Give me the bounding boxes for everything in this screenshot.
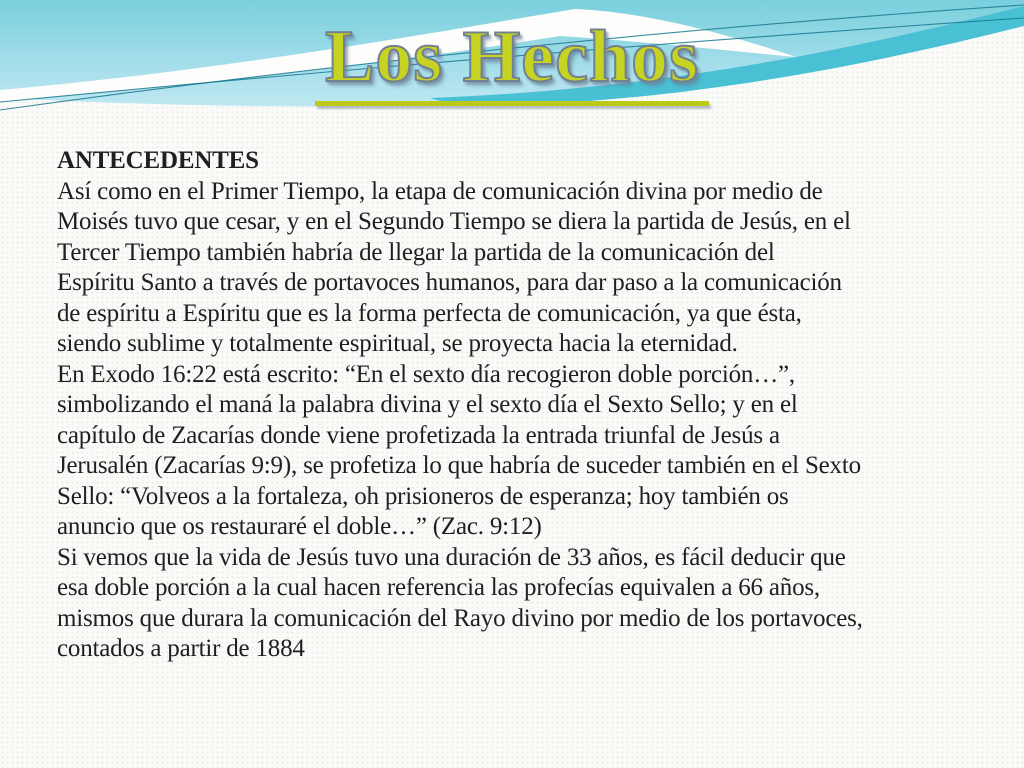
body-paragraphs bbox=[57, 177, 1010, 665]
slide-title-text: Los Hechos bbox=[315, 20, 709, 106]
body-text-line: Si vemos que la vida de Jesús tuvo una duración de 33 años, es fácil deducir que bbox=[57, 543, 846, 571]
slide-title bbox=[0, 16, 1024, 106]
body-text-line: esa doble porción a la cual hacen referencia las profecías equivalen a 66 años, bbox=[57, 574, 820, 601]
body-text-line: siendo sublime y totalmente espiritual, se proyecta hacia la eternidad. bbox=[57, 330, 738, 357]
slide-body-text bbox=[57, 146, 1010, 665]
body-text-line: Jerusalén (Zacarías 9:9), se profetiza lo que habría de suceder también en el Sexto bbox=[57, 452, 861, 479]
body-text-line: anuncio que os restauraré el doble…” (Zac. 9:12) bbox=[57, 513, 542, 540]
body-text-line: Sello: “Volveos a la fortaleza, oh prisioneros de esperanza; hoy también os bbox=[57, 482, 789, 510]
body-text-line: Espíritu Santo a través de portavoces humanos, para dar paso a la comunicación bbox=[57, 269, 842, 296]
body-heading: ANTECEDENTES bbox=[57, 147, 259, 174]
body-text-line: simbolizando el maná la palabra divina y el sexto día el Sexto Sello; y en el bbox=[57, 391, 798, 418]
body-text-line: Tercer Tiempo también habría de llegar la partida de la comunicación del bbox=[57, 238, 775, 266]
body-text-line: contados a partir de 1884 bbox=[57, 635, 305, 662]
body-text-line: capítulo de Zacarías donde viene profetizada la entrada triunfal de Jesús a bbox=[57, 421, 780, 449]
body-text-line: mismos que durara la comunicación del Rayo divino por medio de los portavoces, bbox=[57, 604, 863, 632]
body-text-line: En Exodo 16:22 está escrito: “En el sexto día recogieron doble porción…”, bbox=[57, 360, 795, 388]
body-text-line: de espíritu a Espíritu que es la forma perfecta de comunicación, ya que ésta, bbox=[57, 299, 802, 327]
body-text-line: Así como en el Primer Tiempo, la etapa de comunicación divina por medio de bbox=[57, 177, 823, 205]
body-text-line: Moisés tuvo que cesar, y en el Segundo Tiempo se diera la partida de Jesús, en el bbox=[57, 208, 851, 235]
